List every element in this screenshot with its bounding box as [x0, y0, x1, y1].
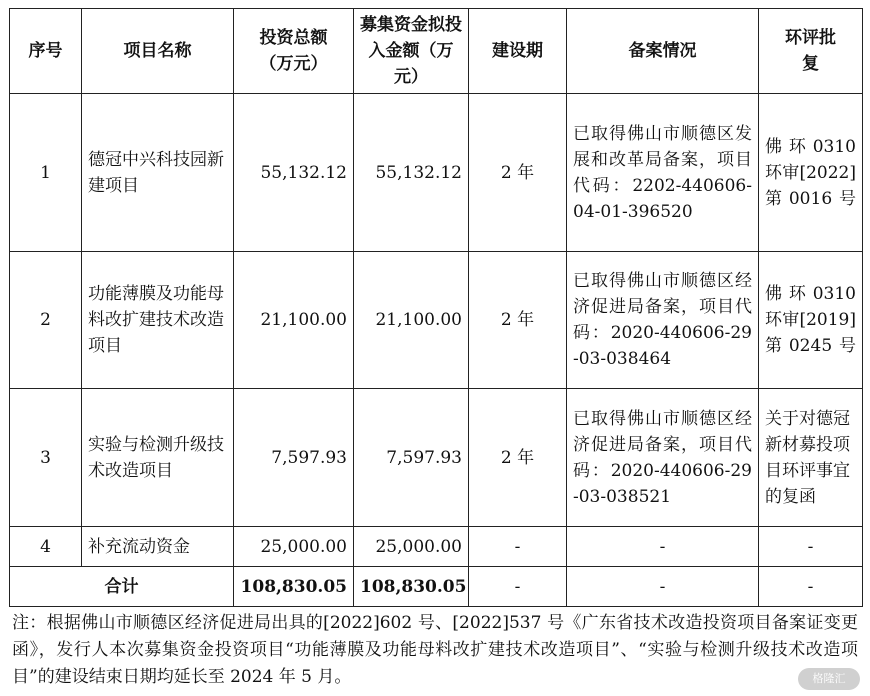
- row-name: 功能薄膜及功能母料改扩建技术改造项目: [82, 252, 234, 389]
- row-investment: 25,000.00: [234, 527, 354, 567]
- row-no: 4: [10, 527, 82, 567]
- row-name: 补充流动资金: [82, 527, 234, 567]
- total-label: 合计: [10, 567, 234, 607]
- header-raised: 募集资金拟投入金额（万元）: [354, 9, 469, 94]
- row-eia: -: [759, 527, 863, 567]
- row-period: 2 年: [469, 389, 567, 527]
- row-raised: 7,597.93: [354, 389, 469, 527]
- row-period: -: [469, 527, 567, 567]
- projects-table: [9, 8, 863, 607]
- header-eia: 环评批复: [759, 9, 863, 94]
- row-name: 实验与检测升级技术改造项目: [82, 389, 234, 527]
- total-filing: -: [567, 567, 759, 607]
- header-filing: 备案情况: [567, 9, 759, 94]
- row-investment: 7,597.93: [234, 389, 354, 527]
- total-eia: -: [759, 567, 863, 607]
- table-row: [10, 527, 863, 567]
- watermark-logo: 格隆汇: [798, 668, 860, 690]
- row-name: 德冠中兴科技园新建项目: [82, 94, 234, 252]
- row-raised: 55,132.12: [354, 94, 469, 252]
- row-no: 2: [10, 252, 82, 389]
- header-investment: 投资总额（万元）: [234, 9, 354, 94]
- row-period: 2 年: [469, 94, 567, 252]
- row-raised: 25,000.00: [354, 527, 469, 567]
- total-raised: 108,830.05: [354, 567, 469, 607]
- row-no: 1: [10, 94, 82, 252]
- row-no: 3: [10, 389, 82, 527]
- row-raised: 21,100.00: [354, 252, 469, 389]
- table-row: [10, 94, 863, 252]
- header-no: 序号: [10, 9, 82, 94]
- row-eia: 关于对德冠新材募投项目环评事宜的复函: [759, 389, 863, 527]
- row-investment: 21,100.00: [234, 252, 354, 389]
- row-eia: 佛环0310环审[2022]第0016号: [759, 94, 863, 252]
- header-row: [10, 9, 863, 94]
- row-investment: 55,132.12: [234, 94, 354, 252]
- row-filing: 已取得佛山市顺德区经济促进局备案，项目代码：2020-440606-29-03-038521: [567, 389, 759, 527]
- row-eia: 佛环0310环审[2019]第0245号: [759, 252, 863, 389]
- row-filing: -: [567, 527, 759, 567]
- total-period: -: [469, 567, 567, 607]
- total-investment: 108,830.05: [234, 567, 354, 607]
- total-row: [10, 567, 863, 607]
- table-row: [10, 252, 863, 389]
- row-filing: 已取得佛山市顺德区经济促进局备案，项目代码：2020-440606-29-03-038464: [567, 252, 759, 389]
- header-name: 项目名称: [82, 9, 234, 94]
- table-row: [10, 389, 863, 527]
- header-period: 建设期: [469, 9, 567, 94]
- footnote: 注：根据佛山市顺德区经济促进局出具的[2022]602 号、[2022]537 号《广东省技术改造投资项目备案证变更函》，发行人本次募集资金投资项目“功能薄膜及功能母料改扩建技术改造项目”、“实验与检测升级技术改造项目”的建设结束日期均延长至 2024 年 5 月。: [12, 613, 858, 687]
- row-period: 2 年: [469, 252, 567, 389]
- row-filing: 已取得佛山市顺德区发展和改革局备案，项目代码：2202-440606-04-01-396520: [567, 94, 759, 252]
